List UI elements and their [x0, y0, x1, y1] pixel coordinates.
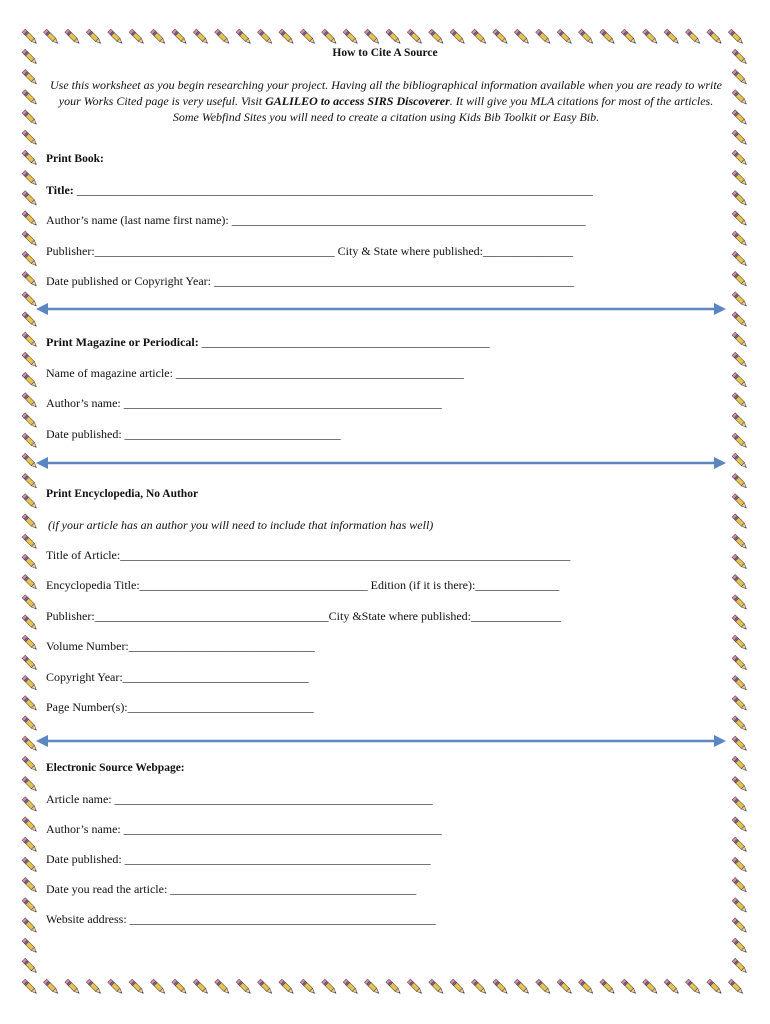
pencil-icon [707, 979, 723, 995]
pencil-icon [732, 574, 748, 590]
book-author-field[interactable]: Author’s name (last name first name): ___________________________________________________________ [46, 213, 586, 227]
pencil-icon [664, 979, 680, 995]
pencil-icon [22, 756, 38, 772]
pencil-icon [22, 332, 38, 348]
pencil-icon [732, 736, 748, 752]
pencil-icon [22, 393, 38, 409]
pencil-icon [22, 271, 38, 287]
pencil-icon [257, 979, 273, 995]
pencil-icon [215, 29, 231, 45]
pencil-icon [732, 534, 748, 550]
pencil-icon [322, 29, 338, 45]
pencil-icon [493, 979, 509, 995]
pencil-icon [22, 514, 38, 530]
pencil-icon [732, 675, 748, 691]
pencil-icon [728, 979, 744, 995]
pencil-icon [343, 979, 359, 995]
encyclopedia-note: (if your article has an author you will need to include that information has well) [48, 518, 434, 532]
pencil-icon [279, 29, 295, 45]
pencil-icon [536, 29, 552, 45]
section-divider-arrow [36, 299, 726, 319]
pencil-icon [108, 29, 124, 45]
pencil-icon [65, 29, 81, 45]
pencil-icon [557, 979, 573, 995]
book-heading: Print Book: [46, 153, 104, 165]
pencil-icon [732, 433, 748, 449]
pencil-icon [22, 837, 38, 853]
pencil-icon [732, 776, 748, 792]
encyclopedia-heading: Print Encyclopedia, No Author [46, 488, 199, 500]
pencil-icon [386, 29, 402, 45]
encyclopedia-volume-field[interactable]: Volume Number:_______________________________ [46, 639, 315, 653]
pencil-icon [22, 29, 38, 45]
pencil-icon [732, 857, 748, 873]
encyclopedia-pages-field[interactable]: Page Number(s):_______________________________ [46, 700, 314, 714]
book-title-blank: ______________________________________________________________________________________ [73, 183, 593, 197]
pencil-icon [386, 979, 402, 995]
pencil-icon [22, 776, 38, 792]
pencil-icon [732, 595, 748, 611]
pencil-icon [732, 696, 748, 712]
encyclopedia-article-field[interactable]: Title of Article:___________________________________________________________________________ [46, 548, 571, 562]
pencil-icon [22, 675, 38, 691]
pencil-icon [22, 797, 38, 813]
pencil-icon [732, 312, 748, 328]
pencil-icon [22, 958, 38, 974]
pencil-icon [732, 211, 748, 227]
book-title-field[interactable] [46, 183, 593, 198]
pencil-icon [514, 29, 530, 45]
page-title: How to Cite A Source [332, 47, 438, 59]
encyclopedia-copyright-field[interactable]: Copyright Year:_______________________________ [46, 670, 309, 684]
pencil-icon [732, 898, 748, 914]
web-heading: Electronic Source Webpage: [46, 762, 185, 774]
magazine-heading: Print Magazine or Periodical: [46, 335, 199, 349]
pencil-icon [22, 110, 38, 126]
pencil-icon [707, 29, 723, 45]
pencil-icon [22, 595, 38, 611]
pencil-icon [732, 393, 748, 409]
pencil-icon [22, 817, 38, 833]
web-article-field[interactable]: Article name: _____________________________________________________ [46, 792, 433, 806]
pencil-icon [215, 979, 231, 995]
pencil-icon [22, 877, 38, 893]
pencil-icon [236, 29, 252, 45]
pencil-icon [22, 251, 38, 267]
pencil-icon [732, 756, 748, 772]
pencil-icon [407, 979, 423, 995]
pencil-icon [22, 191, 38, 207]
pencil-icon [43, 979, 59, 995]
pencil-icon [86, 29, 102, 45]
pencil-icon [732, 413, 748, 429]
pencil-icon [493, 29, 509, 45]
pencil-icon [732, 110, 748, 126]
pencil-icon [22, 938, 38, 954]
pencil-icon [22, 69, 38, 85]
pencil-icon [65, 979, 81, 995]
pencil-icon [450, 979, 466, 995]
pencil-icon [578, 29, 594, 45]
pencil-icon [732, 494, 748, 510]
pencil-icon [732, 473, 748, 489]
magazine-date-field[interactable]: Date published: ____________________________________ [46, 427, 341, 441]
intro-text-2: . It will give you MLA citations for most of the articles. Some Webfind Sites you will need to create a citation using Kids Bib Toolkit or Easy Bib. [172, 94, 714, 124]
pencil-icon [236, 979, 252, 995]
pencil-icon [578, 979, 594, 995]
book-title-label: Title: [46, 183, 74, 197]
pencil-icon [150, 29, 166, 45]
intro-paragraph [45, 77, 727, 125]
pencil-icon [22, 433, 38, 449]
pencil-icon [300, 29, 316, 45]
book-publisher-field[interactable]: Publisher:________________________________________ City & State where published:_______________ [46, 244, 573, 258]
pencil-icon [22, 211, 38, 227]
pencil-icon [22, 473, 38, 489]
pencil-icon [557, 29, 573, 45]
pencil-icon [732, 918, 748, 934]
pencil-icon [732, 514, 748, 530]
pencil-icon [22, 494, 38, 510]
pencil-icon [621, 979, 637, 995]
pencil-icon [257, 29, 273, 45]
pencil-icon [407, 29, 423, 45]
pencil-icon [22, 655, 38, 671]
pencil-icon [643, 29, 659, 45]
pencil-icon [22, 716, 38, 732]
magazine-heading-field[interactable] [46, 335, 490, 350]
pencil-icon [279, 979, 295, 995]
web-address-field[interactable]: Website address: ___________________________________________________ [46, 912, 436, 926]
pencil-icon [732, 877, 748, 893]
pencil-icon [193, 979, 209, 995]
pencil-icon [322, 979, 338, 995]
pencil-icon [129, 979, 145, 995]
pencil-icon [22, 615, 38, 631]
pencil-icon [514, 979, 530, 995]
pencil-icon [22, 898, 38, 914]
pencil-icon [22, 918, 38, 934]
magazine-author-field[interactable]: Author’s name: _____________________________________________________ [46, 396, 442, 410]
pencil-icon [150, 979, 166, 995]
pencil-icon [364, 979, 380, 995]
pencil-icon [732, 958, 748, 974]
pencil-icon [732, 271, 748, 287]
pencil-icon [22, 857, 38, 873]
pencil-icon [429, 979, 445, 995]
pencil-icon [732, 130, 748, 146]
pencil-icon [732, 231, 748, 247]
pencil-icon [300, 979, 316, 995]
pencil-icon [22, 90, 38, 106]
pencil-icon [600, 979, 616, 995]
pencil-icon [22, 130, 38, 146]
pencil-icon [22, 696, 38, 712]
encyclopedia-title-field[interactable]: Encyclopedia Title:______________________________________ Edition (if it is there):______________ [46, 578, 560, 592]
pencil-icon [22, 534, 38, 550]
pencil-icon [732, 837, 748, 853]
pencil-icon [732, 170, 748, 186]
web-read-date-field[interactable]: Date you read the article: _________________________________________ [46, 882, 417, 896]
section-divider-arrow [36, 731, 726, 751]
pencil-icon [22, 231, 38, 247]
pencil-icon [732, 251, 748, 267]
pencil-icon [732, 554, 748, 570]
pencil-icon [450, 29, 466, 45]
pencil-icon [732, 292, 748, 308]
magazine-article-field[interactable]: Name of magazine article: ________________________________________________ [46, 366, 464, 380]
pencil-icon [732, 938, 748, 954]
pencil-icon [732, 150, 748, 166]
pencil-icon [22, 554, 38, 570]
pencil-icon [643, 979, 659, 995]
encyclopedia-publisher-field[interactable]: Publisher:_______________________________________City &State where published:_______________ [46, 609, 561, 623]
pencil-icon [732, 191, 748, 207]
pencil-icon [732, 797, 748, 813]
section-divider-arrow [36, 453, 726, 473]
pencil-icon [471, 29, 487, 45]
pencil-icon [22, 372, 38, 388]
pencil-icon [43, 29, 59, 45]
pencil-icon [172, 29, 188, 45]
pencil-icon [22, 150, 38, 166]
pencil-icon [129, 29, 145, 45]
pencil-icon [364, 29, 380, 45]
pencil-icon [86, 979, 102, 995]
pencil-icon [732, 352, 748, 368]
pencil-icon [108, 979, 124, 995]
pencil-icon [429, 29, 445, 45]
web-date-field[interactable]: Date published: ___________________________________________________ [46, 852, 431, 866]
intro-text-1: Use this worksheet as you begin researching your project. Having all the bibliographical information available when you are ready to write your Works Cited page is very useful. Visit [49, 78, 723, 108]
pencil-icon [22, 574, 38, 590]
pencil-icon [621, 29, 637, 45]
magazine-heading-blank: ________________________________________________ [198, 335, 490, 349]
pencil-icon [732, 90, 748, 106]
pencil-icon [732, 332, 748, 348]
pencil-icon [732, 817, 748, 833]
pencil-icon [732, 372, 748, 388]
pencil-icon [22, 352, 38, 368]
pencil-icon [728, 29, 744, 45]
pencil-icon [22, 635, 38, 651]
pencil-icon [732, 716, 748, 732]
book-date-field[interactable]: Date published or Copyright Year: ____________________________________________________________ [46, 274, 574, 288]
pencil-icon [600, 29, 616, 45]
pencil-icon [732, 635, 748, 651]
web-author-field[interactable]: Author’s name: _____________________________________________________ [46, 822, 442, 836]
pencil-icon [685, 979, 701, 995]
pencil-icon [732, 453, 748, 469]
pencil-icon [732, 655, 748, 671]
pencil-icon [22, 170, 38, 186]
pencil-icon [664, 29, 680, 45]
pencil-icon [732, 615, 748, 631]
pencil-icon [343, 29, 359, 45]
pencil-icon [172, 979, 188, 995]
pencil-icon [22, 979, 38, 995]
pencil-icon [22, 413, 38, 429]
pencil-icon [471, 979, 487, 995]
intro-bold-link-text: GALILEO to access SIRS Discoverer [265, 94, 450, 108]
pencil-icon [732, 69, 748, 85]
pencil-icon [193, 29, 209, 45]
pencil-icon [536, 979, 552, 995]
pencil-icon [685, 29, 701, 45]
